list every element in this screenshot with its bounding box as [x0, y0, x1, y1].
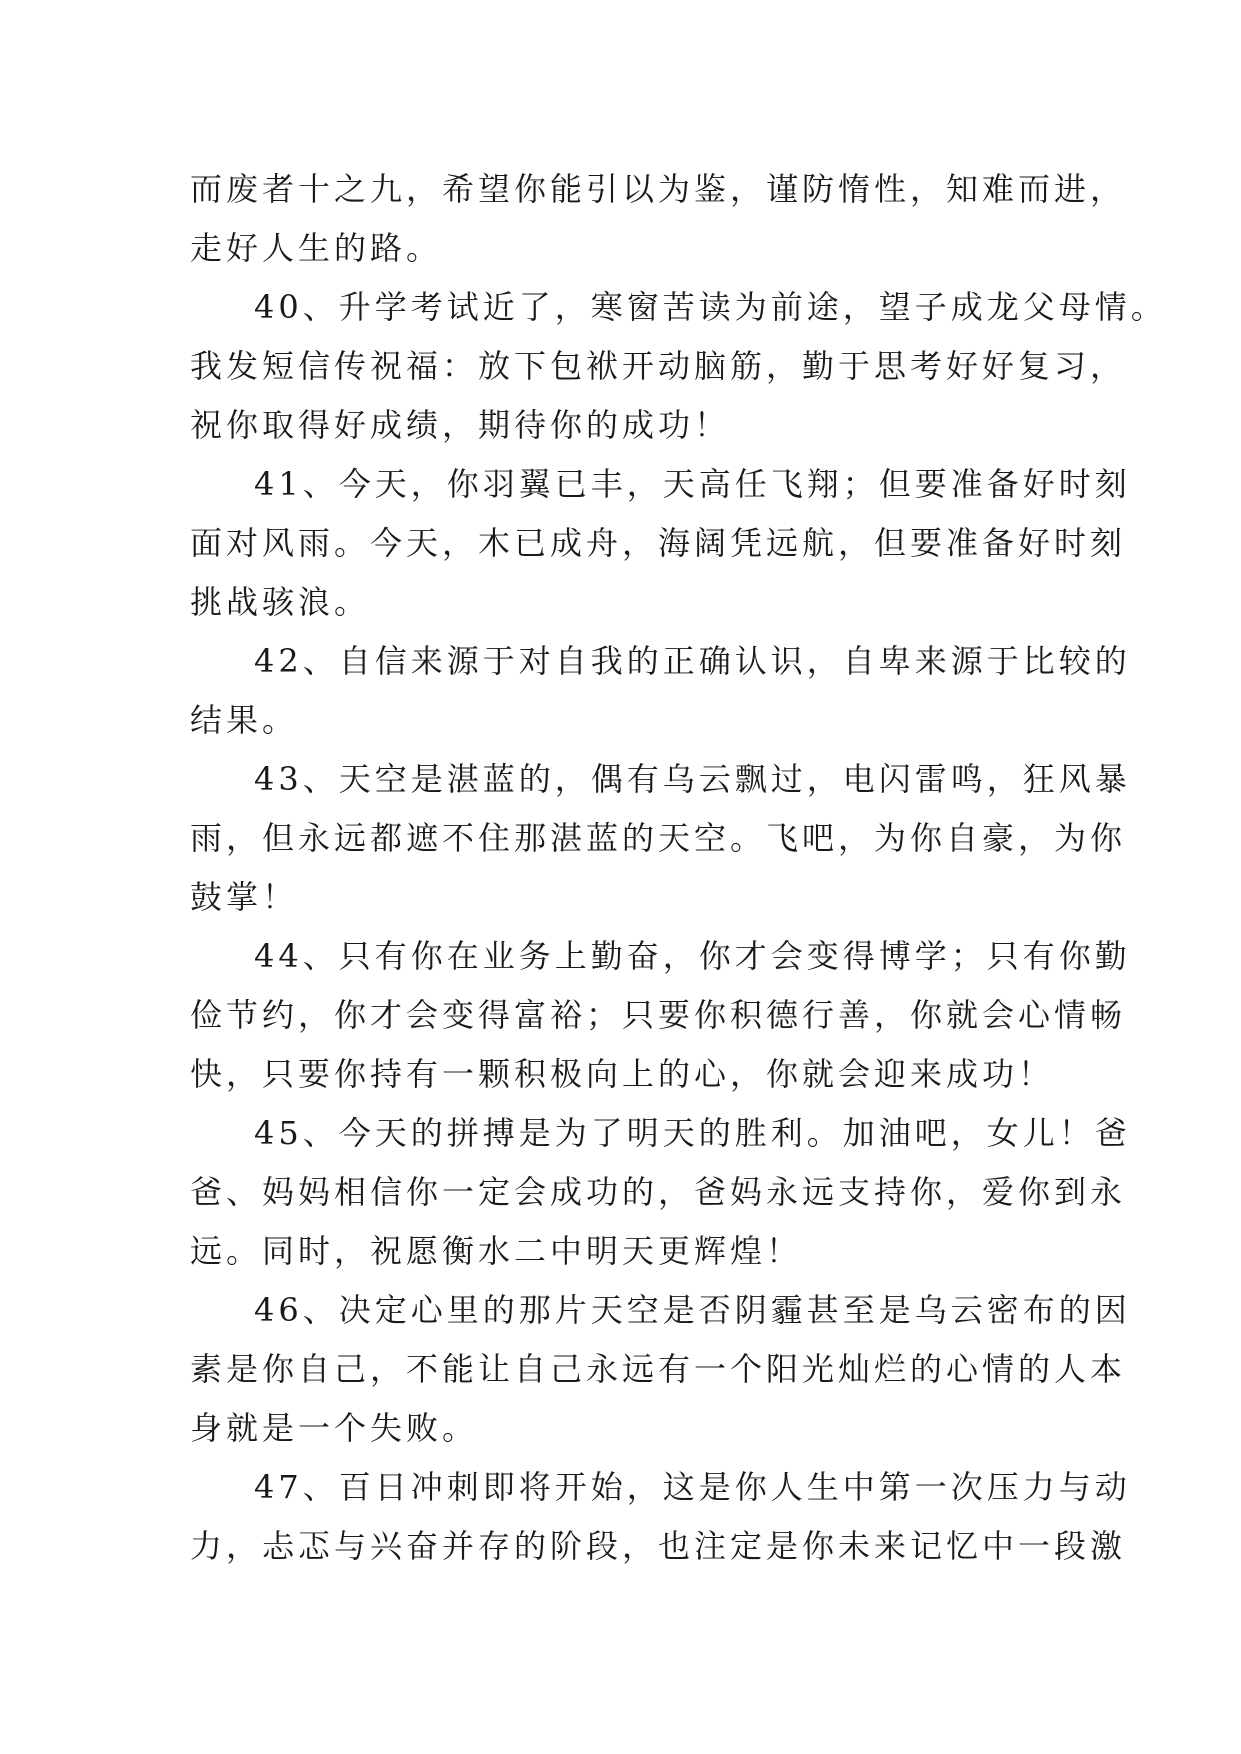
paragraph-41-line: 41、今天，你羽翼已丰，天高任飞翔；但要准备好时刻 [254, 465, 1131, 503]
text-line: 雨，但永远都遮不住那湛蓝的天空。飞吧，为你自豪，为你 [190, 819, 1127, 857]
text-line: 而废者十之九，希望你能引以为鉴，谨防惰性，知难而进， [190, 170, 1127, 208]
text-line: 爸、妈妈相信你一定会成功的，爸妈永远支持你，爱你到永 [190, 1173, 1127, 1211]
text-line: 力，忐忑与兴奋并存的阶段，也注定是你未来记忆中一段激 [190, 1527, 1127, 1565]
paragraph-46-line: 46、决定心里的那片天空是否阴霾甚至是乌云密布的因 [254, 1291, 1131, 1329]
document-page [190, 160, 1167, 1576]
paragraph-44-line: 44、只有你在业务上勤奋，你才会变得博学；只有你勤 [254, 937, 1131, 975]
text-line: 面对风雨。今天，木已成舟，海阔凭远航，但要准备好时刻 [190, 524, 1127, 562]
text-line: 身就是一个失败。 [190, 1409, 479, 1447]
text-line: 祝你取得好成绩，期待你的成功！ [190, 406, 731, 444]
text-line: 俭节约，你才会变得富裕；只要你积德行善，你就会心情畅 [190, 996, 1127, 1034]
text-line: 快，只要你持有一颗积极向上的心，你就会迎来成功！ [190, 1055, 1055, 1093]
paragraph-42-line: 42、自信来源于对自我的正确认识，自卑来源于比较的 [254, 642, 1131, 680]
paragraph-45-line: 45、今天的拼搏是为了明天的胜利。加油吧，女儿！爸 [254, 1114, 1131, 1152]
text-line: 远。同时，祝愿衡水二中明天更辉煌！ [190, 1232, 803, 1270]
text-line: 我发短信传祝福：放下包袱开动脑筋，勤于思考好好复习， [190, 347, 1127, 385]
text-line: 挑战骇浪。 [190, 583, 371, 621]
paragraph-43-line: 43、天空是湛蓝的，偶有乌云飘过，电闪雷鸣，狂风暴 [254, 760, 1131, 798]
text-line: 结果。 [190, 701, 299, 739]
text-line: 走好人生的路。 [190, 229, 443, 267]
paragraph-47-line: 47、百日冲刺即将开始，这是你人生中第一次压力与动 [254, 1468, 1131, 1506]
text-line: 鼓掌！ [190, 878, 299, 916]
paragraph-40-line: 40、升学考试近了，寒窗苦读为前途，望子成龙父母情。 [254, 288, 1167, 326]
text-line: 素是你自己，不能让自己永远有一个阳光灿烂的心情的人本 [190, 1350, 1127, 1388]
